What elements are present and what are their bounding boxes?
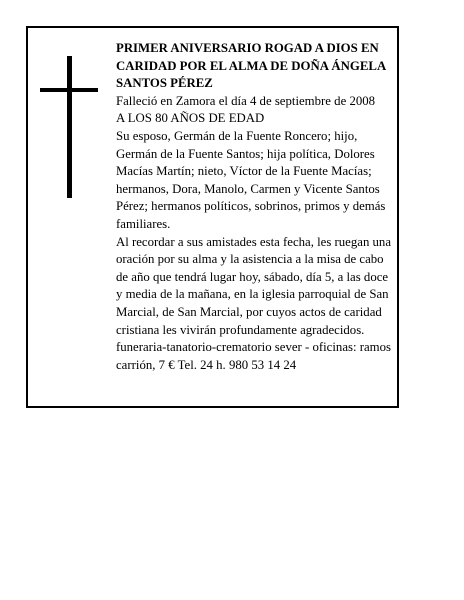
notice-body	[116, 40, 394, 374]
family-paragraph: Su esposo, Germán de la Fuente Roncero; hijo, Germán de la Fuente Santos; hija política, Dolores Macías Martín; nieto, Víctor de la Fuente Macías; hermanos, Dora, Manolo, Carmen y Vicente Santos Pérez; hermanos políticos, sobrinos, primos y demás familiares.	[116, 128, 386, 231]
cross-vertical-bar	[67, 56, 72, 198]
notice-headline: PRIMER ANIVERSARIO ROGAD A DIOS EN CARIDAD POR EL ALMA DE DOÑA ÁNGELA SANTOS PÉREZ	[116, 41, 386, 91]
cross-horizontal-bar	[40, 88, 98, 92]
cross-icon	[40, 56, 98, 198]
death-info: Falleció en Zamora el día 4 de septiembre de 2008	[116, 93, 376, 108]
obituary-notice	[26, 26, 399, 408]
funeral-home-info: funeraria-tanatorio-crematorio sever - oficinas: ramos carrión, 7 € Tel. 24 h. 980 53 14 24	[116, 340, 392, 372]
age-line: A LOS 80 AÑOS DE EDAD	[116, 111, 265, 126]
mass-request-paragraph: Al recordar a sus amistades esta fecha, les ruegan una oración por su alma y la asistencia a la misa de cabo de año que tendrá lugar hoy, sábado, día 5, a las doce y media de la mañana, en la iglesia parroquial de San Marcial, de San Marcial, por cuyos actos de caridad cristiana les vivirán profundamente agradecidos.	[116, 234, 392, 337]
